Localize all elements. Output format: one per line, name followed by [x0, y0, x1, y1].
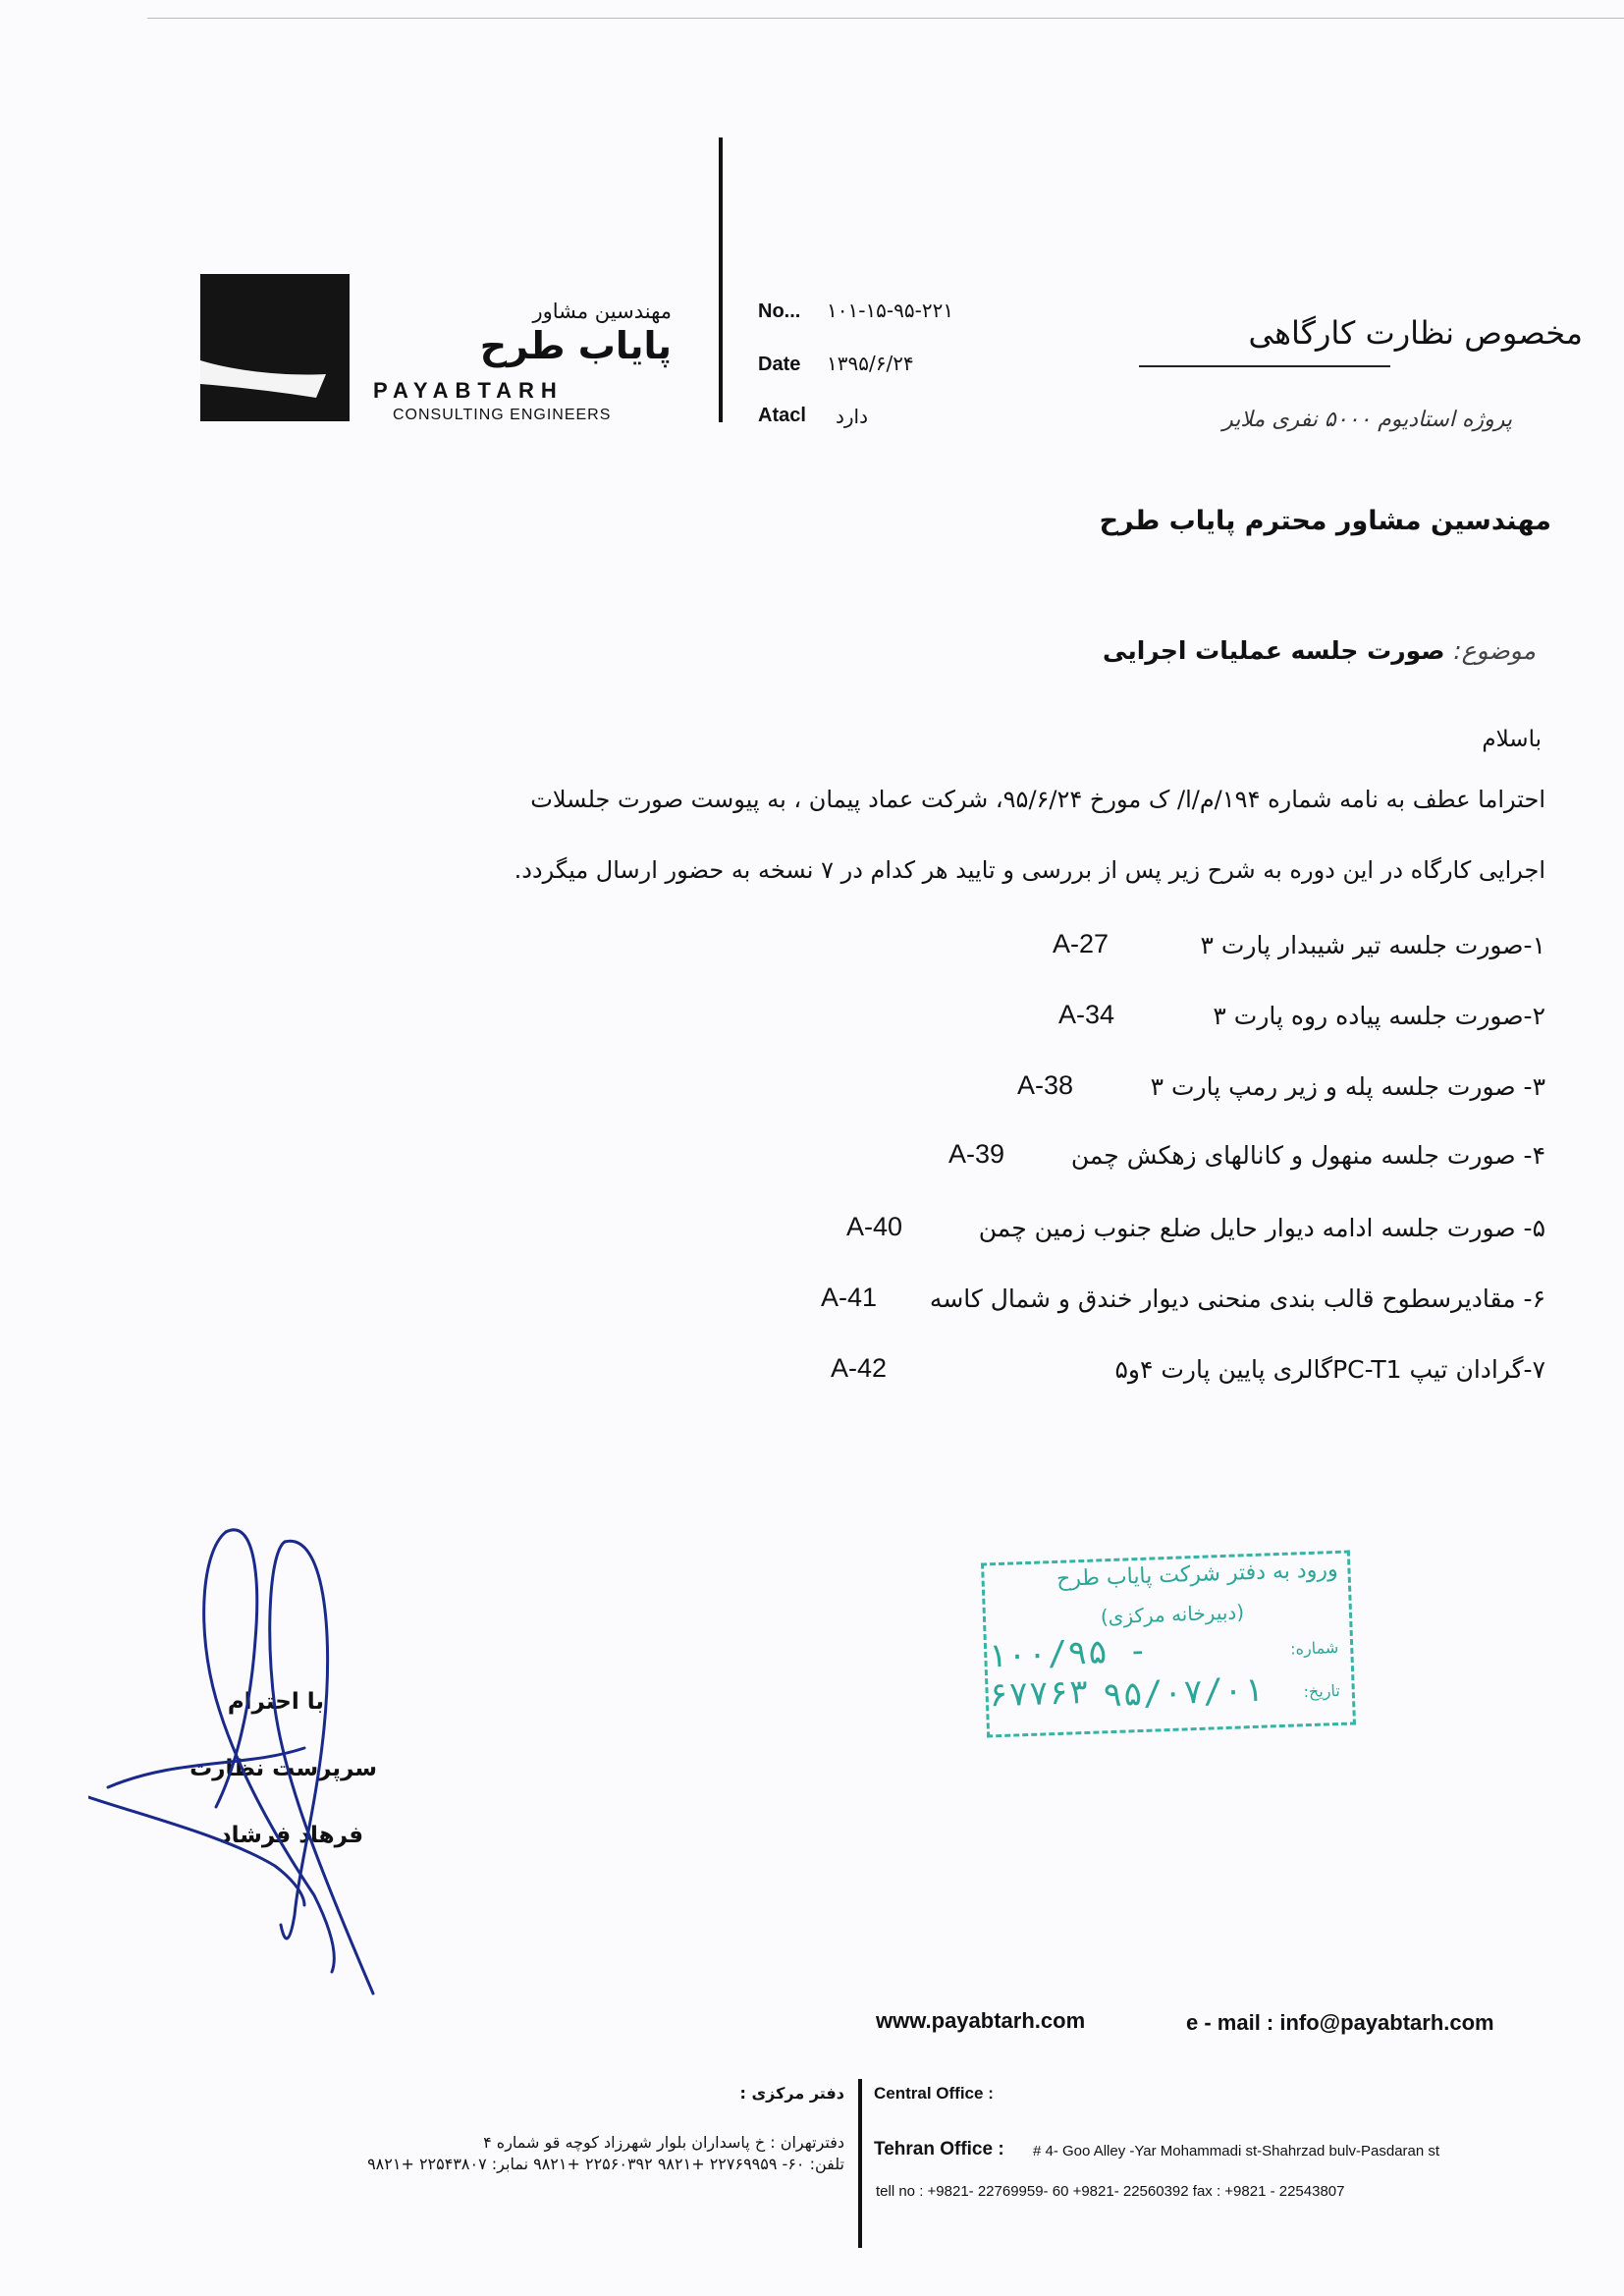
list-item-text: ۱-صورت جلسه تیر شیبدار پارت ۳: [1200, 931, 1545, 959]
list-item-text: ۲-صورت جلسه پیاده روه پارت ۳: [1213, 1002, 1545, 1030]
list-item-text: ۵- صورت جلسه ادامه دیوار حایل ضلع جنوب زمین چمن: [978, 1214, 1545, 1242]
top-rule: [147, 18, 1624, 19]
attachment-label: Atacl: [758, 405, 806, 426]
company-fa-name: پایاب طرح: [479, 324, 672, 367]
no-value: ۱۰۱-۱۵-۹۵-۲۲۱: [827, 299, 954, 322]
list-item-code: A-34: [1058, 1000, 1115, 1029]
stamp-number-label: شماره:: [1289, 1637, 1339, 1659]
central-office-en: Central Office :: [874, 2084, 994, 2103]
list-item-code: A-42: [831, 1353, 888, 1383]
email-link[interactable]: e - mail : info@payabtarh.com: [1186, 2010, 1494, 2035]
addressee: مهندسین مشاور محترم پایاب طرح: [1099, 506, 1551, 536]
company-logo: [200, 274, 350, 421]
title-underline: [1139, 365, 1390, 367]
list-item-text: ۷-گرادان تیپ PC-T1گالری پایین پارت ۴و۵: [1114, 1355, 1545, 1384]
list-item-code: A-27: [1053, 929, 1110, 958]
website-link[interactable]: www.payabtarh.com: [876, 2008, 1086, 2033]
list-item-text: ۶- مقادیرسطوح قالب بندی منحنی دیوار خندق و شمال کاسه: [929, 1285, 1545, 1313]
list-item-code: A-39: [948, 1139, 1005, 1169]
closing: با احترام: [227, 1689, 324, 1715]
central-office-fa: دفتر مرکزی :: [739, 2084, 844, 2103]
paragraph-line-2: اجرایی کارگاه در این دوره به شرح زیر پس از بررسی و تایید هر کدام در ۷ نسخه به حضور ارسال میگردد.: [514, 856, 1545, 884]
project-name: پروژه استادیوم ۵۰۰۰ نفری ملایر: [1222, 408, 1512, 432]
phone-numbers-fa: تلفن: ۶۰- ۲۲۷۶۹۹۵۹ +۹۸۲۱ ۲۲۵۶۰۳۹۲ +۹۸۲۱ نمابر: ۲۲۵۴۳۸۰۷ +۹۸۲۱: [367, 2155, 844, 2173]
subject: [884, 636, 1536, 665]
stamp-date-label: تاریخ:: [1303, 1680, 1341, 1702]
signer-name: فرهاد فرشاد: [219, 1823, 363, 1848]
subject-label: موضوع:: [1453, 636, 1536, 665]
tehran-address-fa: دفترتهران : خ پاسداران بلوار شهرزاد کوچه قو شماره ۴: [483, 2133, 844, 2152]
stamp-title: ورود به دفتر شرکت پایاب طرح: [1056, 1557, 1338, 1592]
attachment-value: دارد: [835, 405, 868, 428]
stamp-number-value: ۱۰۰/۹۵ - ۶۷۷۶۳: [986, 1630, 1149, 1716]
no-label: No...: [758, 301, 801, 322]
company-en-name: PAYABTARH: [373, 378, 564, 403]
subject-text: صورت جلسه عملیات اجرایی: [1103, 636, 1445, 665]
tehran-office-address: # 4- Goo Alley -Yar Mohammadi st-Shahrzad bulv-Pasdaran st: [1033, 2143, 1440, 2159]
paragraph-line-1: احتراما عطف به نامه شماره ۱۹۴/م/ا/ ک مورخ ۹۵/۶/۲۴، شرکت عماد پیمان ، به پیوست صورت جلسلات: [530, 786, 1545, 813]
list-item-text: ۴- صورت جلسه منهول و کانالهای زهکش چمن: [1070, 1141, 1545, 1170]
tehran-office-label: Tehran Office :: [874, 2139, 1004, 2159]
phone-numbers-en: tell no : +9821- 22769959- 60 +9821- 22560392 fax : +9821 - 22543807: [876, 2183, 1345, 2200]
list-item-code: A-38: [1017, 1070, 1074, 1100]
logo-mark-icon: [200, 274, 350, 421]
footer-divider: [858, 2079, 862, 2248]
list-item-code: A-41: [821, 1283, 878, 1312]
supervision-title: مخصوص نظارت کارگاهی: [1248, 314, 1583, 352]
receipt-stamp: [981, 1550, 1356, 1737]
company-subtitle: CONSULTING ENGINEERS: [393, 407, 612, 423]
list-item-text: ۳- صورت جلسه پله و زیر رمپ پارت ۳: [1150, 1072, 1545, 1101]
handwritten-signature: [88, 1512, 422, 2003]
stamp-subtitle: (دبیرخانه مرکزی): [1100, 1600, 1245, 1629]
date-label: Date: [758, 354, 801, 375]
greeting: باسلام: [1482, 727, 1542, 752]
company-fa-small: مهندسین مشاور: [532, 300, 672, 323]
list-item-code: A-40: [846, 1212, 903, 1241]
header-divider: [719, 137, 723, 422]
signer-role: سرپرست نظارت: [189, 1756, 377, 1781]
stamp-date-value: ۹۵/۰۷/۰۱: [1102, 1669, 1265, 1716]
date-value: ۱۳۹۵/۶/۲۴: [827, 352, 914, 375]
